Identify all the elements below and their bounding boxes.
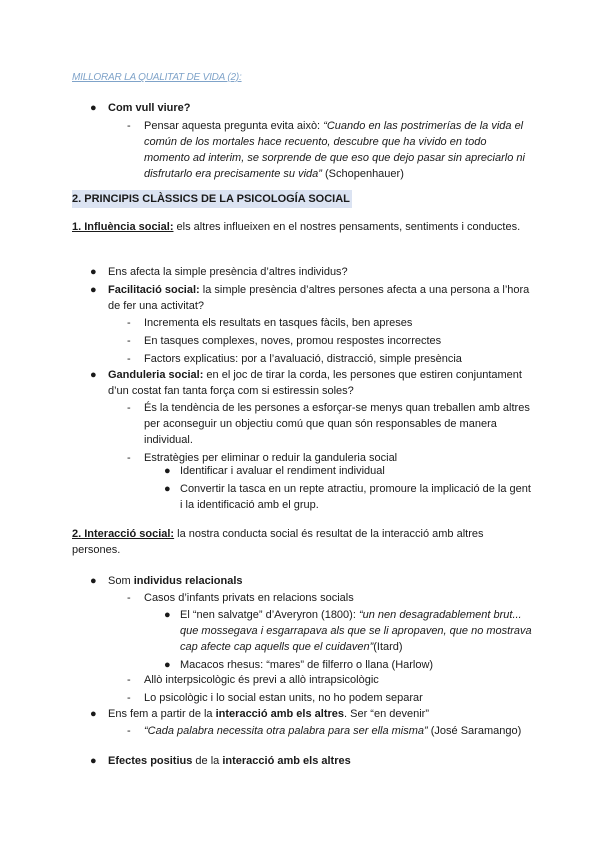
quote-lead: Pensar aquesta pregunta evita això: (144, 120, 324, 132)
relational-sublist-2 (72, 672, 534, 706)
item-text: És la tendència de les persones a esforçar-se menys quan treballen amb altres per aconseguir un objectiu comú que quan són responsables de manera individual. (144, 402, 530, 446)
interaction-text: la nostra conducta social és resultat de la interacció amb altres persones. (72, 528, 484, 556)
item-bold: Efectes positius (108, 755, 193, 767)
list-item (72, 723, 534, 739)
list-item (72, 607, 534, 655)
bullet-icon: ● (90, 708, 97, 720)
item-text: Incrementa els resultats en tasques fàcils, ben apreses (144, 317, 413, 329)
becoming-list (72, 706, 534, 722)
item-text: en el joc de tirar la corda, les persones que estiren conjuntament d’un costat fan tanta força com si estiressin soles? (108, 369, 522, 397)
dash-icon: - (127, 335, 131, 347)
interaction-list (72, 573, 534, 589)
quote-author: (Schopenhauer) (321, 168, 404, 180)
item-text: (José Saramango) (427, 725, 522, 737)
dash-icon: - (127, 674, 131, 686)
bullet-icon: ● (164, 609, 171, 621)
item-text: Ens afecta la simple presència d’altres individus? (108, 266, 348, 278)
intro-sublist (72, 118, 534, 182)
dash-icon: - (127, 725, 131, 737)
influence-text: els altres influeixen en el nostres pensaments, sentiments i conductes. (173, 221, 521, 233)
item-bold: Ganduleria social: (108, 369, 204, 381)
item-text: (Itard) (373, 641, 403, 653)
list-item (72, 672, 534, 688)
list-item (72, 333, 534, 349)
item-text: Ens fem a partir de la (108, 708, 216, 720)
item-text: Som (108, 575, 134, 587)
dash-icon: - (127, 692, 131, 704)
list-item (72, 400, 534, 448)
list-item (72, 590, 534, 606)
list-item (72, 753, 534, 769)
list-item (72, 481, 534, 513)
page-subtitle: MILLORAR LA QUALITAT DE VIDA (2): (72, 72, 242, 83)
dash-icon: - (127, 402, 131, 414)
bullet-icon: ● (164, 483, 171, 495)
section-heading (72, 190, 534, 208)
list-item (72, 264, 534, 280)
item-text: de la (192, 755, 223, 767)
influence-list (72, 264, 534, 280)
list-item (72, 706, 534, 722)
bullet-icon: ● (90, 575, 97, 587)
list-item (72, 657, 534, 673)
dash-icon: - (127, 592, 131, 604)
item-text: Allò interpsicològic és previ a allò intrapsicològic (144, 674, 379, 686)
item-text: El “nen salvatge” d’Averyron (1800): (180, 609, 359, 621)
item-bold: individus relacionals (133, 575, 243, 587)
item-text: la simple presència d’altres persones afecta a una persona a l’hora de fer una activitat? (108, 284, 530, 312)
itard-quote: “un nen desagradablement brut... que mossegava i esgarrapava als que se li apropaven, que no mostrava cap afecte cap aquells que el cuidaven” (180, 609, 532, 653)
bullet-icon: ● (90, 102, 97, 114)
intro-list (72, 100, 534, 116)
section-title: 2. PRINCIPIS CLÀSSICS DE LA PSICOLOGÍA SOCIAL (72, 190, 352, 208)
item-text: Estratègies per eliminar o reduir la ganduleria social (144, 452, 398, 464)
dash-icon: - (127, 452, 131, 464)
social-loafing-list (72, 367, 534, 399)
bullet-icon: ● (164, 465, 171, 477)
item-bold: Facilitació social: (108, 284, 200, 296)
list-item (72, 315, 534, 331)
bullet-icon: ● (90, 266, 97, 278)
item-text: Factors explicatius: por a l’avaluació, distracció, simple presència (144, 353, 462, 365)
list-item (72, 463, 534, 479)
list-item (72, 690, 534, 706)
list-item (72, 367, 534, 399)
list-item (72, 118, 534, 182)
item-text: Macacos rhesus: “mares” de filferro o llana (Harlow) (180, 659, 434, 671)
item-text: Identificar i avaluar el rendiment individual (180, 465, 385, 477)
item-bold: interacció amb els altres (215, 708, 345, 720)
schopenhauer-quote: “Cuando en las postrimerías de la vida el común de los mortales hace recuento, descubre que ha vivido en todo momento ad interim, se sorprende de que eso que dejo pasar sin apreciarlo ni disfrutarlo era precisamente su vida” (144, 120, 525, 180)
becoming-sublist (72, 723, 534, 739)
list-item (72, 100, 534, 116)
item-text: En tasques complexes, noves, promou respostes incorrectes (144, 335, 442, 347)
bullet-icon: ● (164, 659, 171, 671)
list-item (72, 282, 534, 314)
positive-effects-list (72, 753, 534, 769)
facilitation-sublist (72, 315, 534, 367)
item-text: . Ser “en devenir” (344, 708, 429, 720)
intro-question: Com vull viure? (108, 102, 191, 114)
influence-paragraph (72, 219, 534, 235)
influence-heading: 1. Influència social: (72, 221, 174, 233)
relational-sublist (72, 590, 534, 606)
item-text: Casos d’infants privats en relacions socials (144, 592, 354, 604)
bullet-icon: ● (90, 755, 97, 767)
strategies-list (72, 463, 534, 513)
bullet-icon: ● (90, 284, 97, 296)
interaction-heading: 2. Interacció social: (72, 528, 175, 540)
item-text: Convertir la tasca en un repte atractiu, promoure la implicació de la gent i la identificació amb el grup. (180, 483, 531, 511)
list-item (72, 351, 534, 367)
dash-icon: - (127, 317, 131, 329)
item-bold: interacció amb els altres (222, 755, 351, 767)
dash-icon: - (127, 120, 131, 132)
facilitation-list (72, 282, 534, 314)
social-loafing-sublist (72, 400, 534, 466)
interaction-paragraph (72, 526, 534, 558)
dash-icon: - (127, 353, 131, 365)
saramago-quote: “Cada palabra necessita otra palabra para ser ella misma” (144, 725, 428, 737)
list-item (72, 573, 534, 589)
bullet-icon: ● (90, 369, 97, 381)
item-text: Lo psicològic i lo social estan units, no ho podem separar (144, 692, 423, 704)
cases-list (72, 607, 534, 673)
